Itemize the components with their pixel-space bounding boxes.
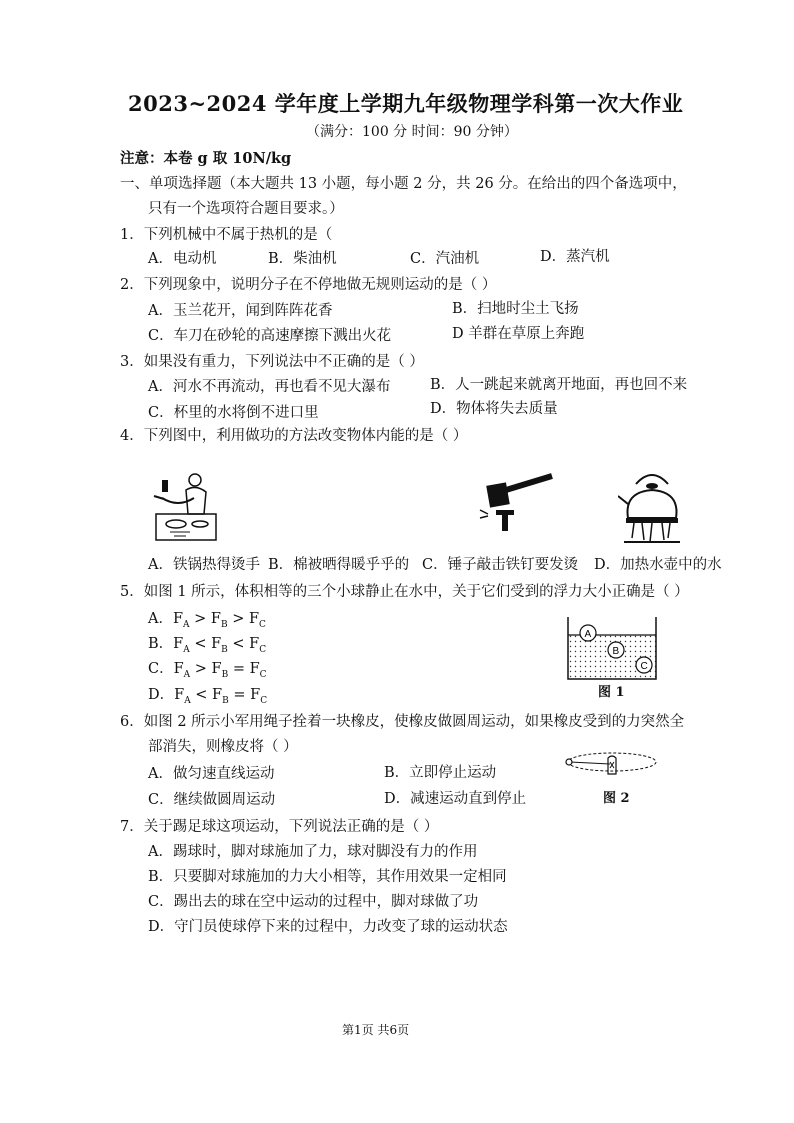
- page-number: 第1页 共6页: [342, 1023, 410, 1037]
- figure1-caption: 图 1: [598, 685, 625, 700]
- section-heading-line2: 只有一个选项符合题目要求。）: [148, 201, 344, 217]
- q3-option-c: C．杯里的水将倒不进口里: [148, 405, 319, 421]
- q7-option-d: D．守门员使球停下来的过程中，力改变了球的运动状态: [148, 919, 508, 935]
- q2-option-c: C．车刀在砂轮的高速摩擦下溅出火花: [148, 328, 392, 344]
- page-title: 2023~2024 学年度上学期九年级物理学科第一次大作业: [128, 91, 684, 116]
- q3-option-d: D．物体将失去质量: [430, 401, 558, 417]
- q6-option-b: B．立即停止运动: [384, 765, 497, 781]
- wok-cooking-illustration: [150, 468, 225, 543]
- q7-option-c: C．踢出去的球在空中运动的过程中，脚对球做了功: [148, 894, 479, 910]
- q4-option-c: C．锤子敲击铁钉要发烫: [422, 557, 579, 573]
- figure1-floating-balls: [564, 615, 660, 681]
- figure1-ball-a-label: A: [584, 629, 592, 640]
- q5-option-d: D．$F_A < F_B = F_C$: [148, 687, 268, 706]
- q4-option-d: D．加热水壶中的水: [594, 557, 722, 573]
- section-heading-line1: 一、单项选择题（本大题共 13 小题，每小题 2 分，共 26 分。在给出的四个备选项中，: [120, 176, 687, 192]
- q7-option-a: A．踢球时，脚对球施加了力，球对脚没有力的作用: [148, 844, 478, 860]
- q6-stem: 6．如图 2 所示小军用绳子拴着一块橡皮，使橡皮做圆周运动，如果橡皮受到的力突然全: [120, 714, 685, 730]
- q3-stem: 3．如果没有重力，下列说法中不正确的是（ ）: [120, 354, 424, 370]
- figure2-caption: 图 2: [603, 791, 630, 806]
- q2-stem: 2．下列现象中，说明分子在不停地做无规则运动的是（ ）: [120, 277, 497, 293]
- q2-option-d: D 羊群在草原上奔跑: [452, 326, 585, 342]
- q1-option-c: C．汽油机: [410, 251, 480, 267]
- q4-option-a: A．铁锅热得烫手: [148, 557, 260, 573]
- q1-stem: 1．下列机械中不属于热机的是（: [120, 227, 333, 243]
- figure1-ball-c-label: C: [640, 661, 648, 672]
- q4-option-b: B．棉被晒得暖乎乎的: [268, 557, 410, 573]
- exam-note: 注意：本卷 g 取 10N/kg: [120, 150, 292, 167]
- hammer-nail-illustration: [476, 470, 556, 532]
- q4-stem: 4．下列图中，利用做功的方法改变物体内能的是（ ）: [120, 428, 468, 444]
- q7-option-b: B．只要脚对球施加的力大小相等，其作用效果一定相同: [148, 869, 507, 885]
- q1-option-d: D．蒸汽机: [540, 249, 610, 265]
- q5-option-b: B．$F_A < F_B < F_C$: [148, 636, 267, 655]
- q5-option-a: A．$F_A > F_B > F_C$: [148, 611, 266, 630]
- q5-stem: 5．如图 1 所示，体积相等的三个小球静止在水中，关于它们受到的浮力大小正确是（ ）: [120, 584, 689, 600]
- q7-stem: 7．关于踢足球这项运动，下列说法正确的是（ ）: [120, 819, 439, 835]
- figure1-ball-b-label: B: [612, 646, 620, 657]
- q2-option-b: B．扫地时尘土飞扬: [452, 301, 579, 317]
- q6-option-c: C．继续做圆周运动: [148, 792, 276, 808]
- q3-option-a: A．河水不再流动，再也看不见大瀑布: [148, 379, 391, 395]
- q5-option-c: C．$F_A > F_B = F_C$: [148, 661, 267, 680]
- q6-option-d: D．减速运动直到停止: [384, 791, 527, 807]
- q2-option-a: A．玉兰花开，闻到阵阵花香: [148, 303, 333, 319]
- page-subtitle: （满分：100 分 时间：90 分钟）: [306, 124, 518, 140]
- q3-option-b: B．人一跳起来就离开地面，再也回不来: [430, 377, 688, 393]
- figure2-circular-motion: [562, 748, 662, 788]
- q6-option-a: A．做匀速直线运动: [148, 766, 275, 782]
- q1-option-a: A．电动机: [148, 251, 217, 267]
- kettle-heating-illustration: [618, 468, 690, 546]
- q1-option-b: B．柴油机: [268, 251, 337, 267]
- q6-stem-continued: 部消失，则橡皮将（ ）: [148, 739, 298, 755]
